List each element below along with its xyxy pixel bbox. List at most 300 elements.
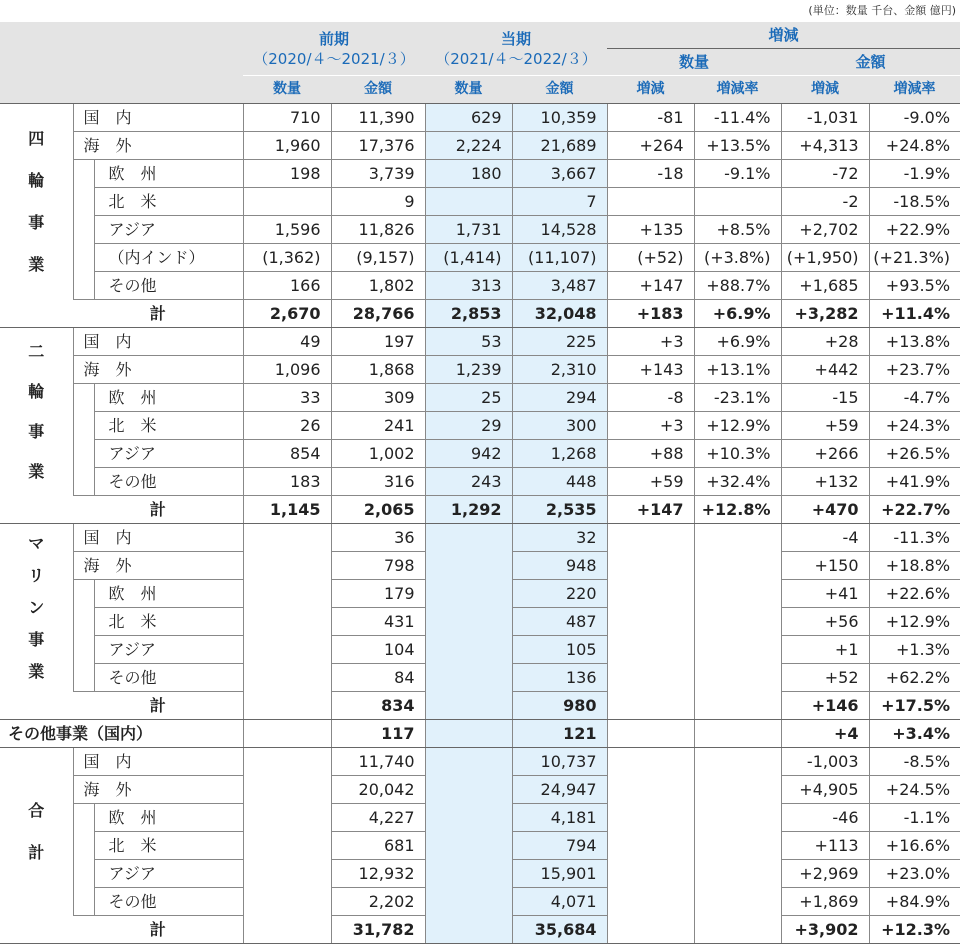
cell: +22.7% [869, 496, 960, 524]
cell: 14,528 [512, 216, 607, 244]
indent-cell [73, 412, 94, 440]
cell: 117 [331, 720, 425, 748]
indent-cell [73, 580, 94, 608]
table-row [0, 524, 960, 552]
row-label: その他 [94, 664, 243, 692]
row-label: アジア [94, 636, 243, 664]
header-col-cur-qty: 数量 [425, 76, 512, 104]
header-row-periods [0, 22, 960, 49]
cell: +41 [781, 580, 869, 608]
cell: 316 [331, 468, 425, 496]
cell: (+3.8%) [694, 244, 781, 272]
table-row [0, 104, 960, 132]
cell [694, 188, 781, 216]
cell: +32.4% [694, 468, 781, 496]
cell: 448 [512, 468, 607, 496]
cell [425, 580, 512, 608]
cell: 29 [425, 412, 512, 440]
section-label-text: 四輪事業 [28, 128, 45, 274]
cell: (1,414) [425, 244, 512, 272]
table-row [0, 636, 960, 664]
cell: 3,667 [512, 160, 607, 188]
cell: -2 [781, 188, 869, 216]
cell: -46 [781, 804, 869, 832]
cell: 1,268 [512, 440, 607, 468]
table-row [0, 160, 960, 188]
row-label: アジア [94, 440, 243, 468]
cell: -9.1% [694, 160, 781, 188]
cell [607, 888, 694, 916]
cell: 2,065 [331, 496, 425, 524]
cell: +24.3% [869, 412, 960, 440]
cell [425, 804, 512, 832]
cell: -8 [607, 384, 694, 412]
row-label: 北 米 [94, 412, 243, 440]
cell: 10,359 [512, 104, 607, 132]
cell: +23.0% [869, 860, 960, 888]
cell: +6.9% [694, 300, 781, 328]
header-diff-amt: 金額 [781, 49, 960, 76]
cell [694, 860, 781, 888]
row-label: 国 内 [73, 524, 243, 552]
header-prev [243, 22, 425, 76]
table-row [0, 132, 960, 160]
cell: +10.3% [694, 440, 781, 468]
cell: 20,042 [331, 776, 425, 804]
indent-cell [73, 608, 94, 636]
cell: +2,702 [781, 216, 869, 244]
table-row [0, 748, 960, 776]
cell: 11,826 [331, 216, 425, 244]
cell: +52 [781, 664, 869, 692]
cell: 1,002 [331, 440, 425, 468]
cell: -1.9% [869, 160, 960, 188]
cell: +93.5% [869, 272, 960, 300]
cell: 854 [243, 440, 331, 468]
cell [425, 720, 512, 748]
cell: +135 [607, 216, 694, 244]
cell: +13.5% [694, 132, 781, 160]
cell [607, 524, 694, 552]
cell: 4,071 [512, 888, 607, 916]
cell: +12.3% [869, 916, 960, 944]
cell: 49 [243, 328, 331, 356]
section-label [0, 328, 73, 496]
indent-cell [73, 664, 94, 692]
cell: 681 [331, 832, 425, 860]
cell: +147 [607, 272, 694, 300]
row-label: アジア [94, 216, 243, 244]
cell: 1,802 [331, 272, 425, 300]
cell: +16.6% [869, 832, 960, 860]
cell [243, 748, 331, 776]
cell: +4,905 [781, 776, 869, 804]
table-row [0, 384, 960, 412]
cell [607, 552, 694, 580]
header-cur [425, 22, 607, 76]
cell: 11,740 [331, 748, 425, 776]
cell: +84.9% [869, 888, 960, 916]
cell: 166 [243, 272, 331, 300]
cell: -11.4% [694, 104, 781, 132]
cell [694, 580, 781, 608]
cell: 220 [512, 580, 607, 608]
header-col-amt-rate: 増減率 [869, 76, 960, 104]
row-label: 欧 州 [94, 580, 243, 608]
cell [607, 188, 694, 216]
table-row [0, 188, 960, 216]
cell: 294 [512, 384, 607, 412]
row-label: （内インド） [94, 244, 243, 272]
cell [243, 776, 331, 804]
cell: 834 [331, 692, 425, 720]
cell: -4 [781, 524, 869, 552]
table-row [0, 608, 960, 636]
cell: 36 [331, 524, 425, 552]
cell: +12.8% [694, 496, 781, 524]
cell: +4,313 [781, 132, 869, 160]
cell: 1,731 [425, 216, 512, 244]
cell: +183 [607, 300, 694, 328]
row-label: 国 内 [73, 104, 243, 132]
cell: 33 [243, 384, 331, 412]
section-label-text: 合計 [28, 800, 45, 862]
cell: +6.9% [694, 328, 781, 356]
row-label: アジア [94, 860, 243, 888]
cell [425, 692, 512, 720]
cell: -18.5% [869, 188, 960, 216]
cell: 179 [331, 580, 425, 608]
cell: +3.4% [869, 720, 960, 748]
row-label: 国 内 [73, 748, 243, 776]
table-row-total [0, 300, 960, 328]
cell: +12.9% [869, 608, 960, 636]
cell: 629 [425, 104, 512, 132]
cell: +1,685 [781, 272, 869, 300]
cell: 35,684 [512, 916, 607, 944]
cell: +12.9% [694, 412, 781, 440]
table-row [0, 552, 960, 580]
cell: 53 [425, 328, 512, 356]
cell: +88.7% [694, 272, 781, 300]
cell: -11.3% [869, 524, 960, 552]
cell [425, 552, 512, 580]
cell: (1,362) [243, 244, 331, 272]
total-blank [0, 496, 73, 524]
cell: 15,901 [512, 860, 607, 888]
cell: +13.8% [869, 328, 960, 356]
cell: -23.1% [694, 384, 781, 412]
cell [425, 636, 512, 664]
cell: +59 [781, 412, 869, 440]
cell: 1,596 [243, 216, 331, 244]
cell: 21,689 [512, 132, 607, 160]
cell: -1.1% [869, 804, 960, 832]
cell [425, 888, 512, 916]
row-label: 北 米 [94, 188, 243, 216]
row-label: 計 [73, 300, 243, 328]
cell: +264 [607, 132, 694, 160]
cell: 1,960 [243, 132, 331, 160]
cell: +62.2% [869, 664, 960, 692]
cell: 104 [331, 636, 425, 664]
cell: +11.4% [869, 300, 960, 328]
indent-cell [73, 888, 94, 916]
cell: +88 [607, 440, 694, 468]
row-label: 計 [73, 496, 243, 524]
cell: 243 [425, 468, 512, 496]
cell [694, 608, 781, 636]
indent-cell [73, 636, 94, 664]
section-label-text: 二輪事業 [28, 341, 45, 481]
row-label: 計 [73, 916, 243, 944]
cell: 241 [331, 412, 425, 440]
cell: 313 [425, 272, 512, 300]
cell: 942 [425, 440, 512, 468]
cell: +59 [607, 468, 694, 496]
cell: +266 [781, 440, 869, 468]
cell: +22.6% [869, 580, 960, 608]
cell [694, 552, 781, 580]
section-label [0, 524, 73, 692]
cell: +4 [781, 720, 869, 748]
cell: +17.5% [869, 692, 960, 720]
cell: 10,737 [512, 748, 607, 776]
cell: +56 [781, 608, 869, 636]
cell: -72 [781, 160, 869, 188]
cell [607, 720, 694, 748]
header-col-prev-qty: 数量 [243, 76, 331, 104]
header-row-columns [0, 76, 960, 104]
cell [694, 692, 781, 720]
cell [425, 188, 512, 216]
cell [607, 636, 694, 664]
row-label: 北 米 [94, 832, 243, 860]
row-label: その他 [94, 888, 243, 916]
cell: 3,487 [512, 272, 607, 300]
table-row [0, 216, 960, 244]
cell: +24.8% [869, 132, 960, 160]
table-row [0, 804, 960, 832]
cell: +146 [781, 692, 869, 720]
cell [243, 524, 331, 552]
cell: -9.0% [869, 104, 960, 132]
cell: -81 [607, 104, 694, 132]
table-row-total [0, 720, 960, 748]
cell: 136 [512, 664, 607, 692]
row-label: 海 外 [73, 356, 243, 384]
indent-cell [73, 188, 94, 216]
cell: 1,868 [331, 356, 425, 384]
row-label: その他 [94, 272, 243, 300]
cell: 121 [512, 720, 607, 748]
cell: +3 [607, 412, 694, 440]
cell [607, 608, 694, 636]
cell: 31,782 [331, 916, 425, 944]
cell: +1 [781, 636, 869, 664]
cell: 1,239 [425, 356, 512, 384]
cell: 2,670 [243, 300, 331, 328]
header-blank-2 [0, 76, 243, 104]
cell: 84 [331, 664, 425, 692]
indent-cell [73, 384, 94, 412]
cell: (+1,950) [781, 244, 869, 272]
cell: +23.7% [869, 356, 960, 384]
cell: 183 [243, 468, 331, 496]
cell: 24,947 [512, 776, 607, 804]
cell [694, 524, 781, 552]
cell [425, 608, 512, 636]
cell: -1,031 [781, 104, 869, 132]
cell [243, 720, 331, 748]
cell: 28,766 [331, 300, 425, 328]
cell: 26 [243, 412, 331, 440]
cell: 487 [512, 608, 607, 636]
indent-cell [73, 244, 94, 272]
cell: +150 [781, 552, 869, 580]
section-label [0, 104, 73, 300]
cell [694, 748, 781, 776]
section-label [0, 748, 73, 916]
sales-table [0, 22, 960, 944]
cell: 1,096 [243, 356, 331, 384]
cell: +13.1% [694, 356, 781, 384]
cell: 17,376 [331, 132, 425, 160]
header-col-qty-chg: 増減 [607, 76, 694, 104]
cell: +132 [781, 468, 869, 496]
row-label: 計 [73, 692, 243, 720]
cell: 197 [331, 328, 425, 356]
cell: +3 [607, 328, 694, 356]
cell [243, 832, 331, 860]
table-row [0, 832, 960, 860]
cell [694, 636, 781, 664]
cell [243, 664, 331, 692]
row-label: 欧 州 [94, 384, 243, 412]
header-col-prev-amt: 金額 [331, 76, 425, 104]
cell: 4,181 [512, 804, 607, 832]
table-row [0, 888, 960, 916]
cell: 948 [512, 552, 607, 580]
header-cur-label: 当期 [500, 29, 531, 48]
cell [607, 832, 694, 860]
cell: -1,003 [781, 748, 869, 776]
table-row [0, 664, 960, 692]
header-cur-range: （2021/４～2022/３） [435, 49, 597, 68]
cell [425, 776, 512, 804]
table-row-total [0, 692, 960, 720]
cell [243, 860, 331, 888]
table-row [0, 860, 960, 888]
cell [607, 580, 694, 608]
cell [243, 580, 331, 608]
cell: -15 [781, 384, 869, 412]
cell: +1.3% [869, 636, 960, 664]
indent-cell [73, 216, 94, 244]
header-prev-range: （2020/４～2021/３） [253, 49, 415, 68]
header-col-cur-amt: 金額 [512, 76, 607, 104]
header-diff: 増減 [607, 22, 960, 49]
header-blank [0, 22, 243, 76]
cell [694, 720, 781, 748]
cell [607, 664, 694, 692]
cell: 12,932 [331, 860, 425, 888]
cell: +8.5% [694, 216, 781, 244]
table-row [0, 412, 960, 440]
cell: 2,535 [512, 496, 607, 524]
cell: +147 [607, 496, 694, 524]
header-diff-qty: 数量 [607, 49, 781, 76]
indent-cell [73, 468, 94, 496]
cell [607, 860, 694, 888]
cell: +442 [781, 356, 869, 384]
cell: 225 [512, 328, 607, 356]
cell: +470 [781, 496, 869, 524]
table-row [0, 328, 960, 356]
cell: 3,739 [331, 160, 425, 188]
cell [694, 804, 781, 832]
cell: (11,107) [512, 244, 607, 272]
cell [607, 748, 694, 776]
cell: 300 [512, 412, 607, 440]
row-label: 海 外 [73, 552, 243, 580]
cell: 180 [425, 160, 512, 188]
indent-cell [73, 440, 94, 468]
cell [694, 832, 781, 860]
row-label: その他 [94, 468, 243, 496]
cell: +143 [607, 356, 694, 384]
section-label-text: マリン事業 [28, 533, 45, 681]
table-row [0, 580, 960, 608]
cell: +3,902 [781, 916, 869, 944]
cell: 198 [243, 160, 331, 188]
header-col-amt-chg: 増減 [781, 76, 869, 104]
cell: 980 [512, 692, 607, 720]
cell [243, 888, 331, 916]
cell: -8.5% [869, 748, 960, 776]
cell: 4,227 [331, 804, 425, 832]
cell: 2,202 [331, 888, 425, 916]
row-label: 海 外 [73, 132, 243, 160]
header-col-qty-rate: 増減率 [694, 76, 781, 104]
cell [243, 804, 331, 832]
indent-cell [73, 860, 94, 888]
cell: 2,224 [425, 132, 512, 160]
cell [243, 552, 331, 580]
cell [607, 692, 694, 720]
cell: 798 [331, 552, 425, 580]
cell [425, 524, 512, 552]
table-row [0, 272, 960, 300]
cell [694, 664, 781, 692]
cell: +113 [781, 832, 869, 860]
cell [243, 636, 331, 664]
row-label: 国 内 [73, 328, 243, 356]
total-blank [0, 692, 73, 720]
cell: 2,310 [512, 356, 607, 384]
indent-cell [73, 272, 94, 300]
unit-note: (単位：数量 千台、金額 億円) [808, 4, 956, 17]
cell: +28 [781, 328, 869, 356]
cell: 25 [425, 384, 512, 412]
cell: +41.9% [869, 468, 960, 496]
cell [607, 804, 694, 832]
cell: (9,157) [331, 244, 425, 272]
table-row [0, 244, 960, 272]
row-label: 欧 州 [94, 804, 243, 832]
cell [243, 188, 331, 216]
cell [243, 608, 331, 636]
